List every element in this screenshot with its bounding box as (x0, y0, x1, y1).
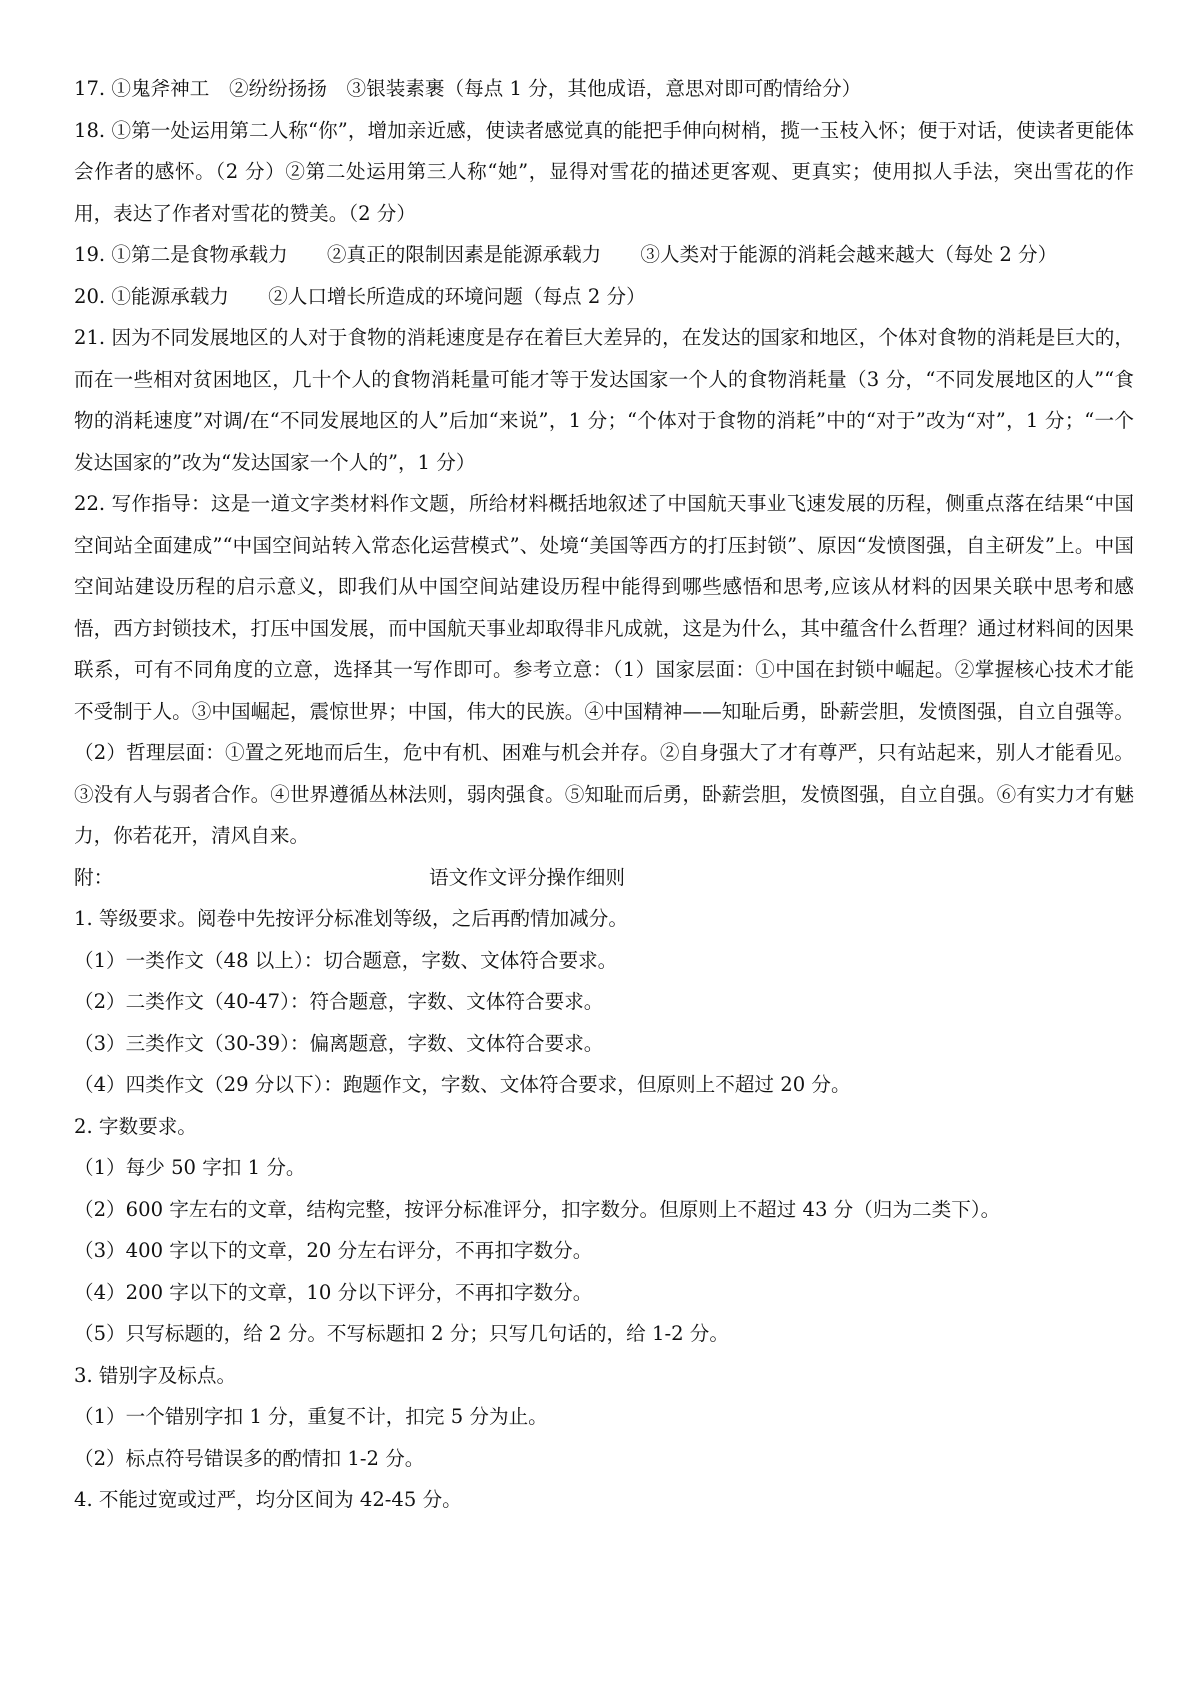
answer-20: 20. ①能源承载力 ②人口增长所造成的环境问题（每点 2 分） (74, 284, 646, 308)
answer-18: 18. ①第一处运用第二人称“你”，增加亲近感，使读者感觉真的能把手伸向树梢，揽一玉枝入怀；便于对话，使读者更能体会作者的感怀。（2 分）②第二处运用第三人称“她”，显得对雪花的描述更客观、更真实；使用拟人手法，突出雪花的作用，表达了作者对雪花的赞美。（2 分） (74, 118, 1134, 225)
appendix-label: 附： (74, 865, 114, 889)
rule-item: （1）每少 50 字扣 1 分。 (74, 1156, 306, 1179)
rule-item: （1）一个错别字扣 1 分，重复不计，扣完 5 分为止。 (74, 1405, 548, 1428)
appendix-heading (74, 857, 1134, 899)
rule-item: （3）三类作文（30-39）：偏离题意，字数、文体符合要求。 (74, 1031, 604, 1055)
answer-19: 19. ①第二是食物承载力 ②真正的限制因素是能源承载力 ③人类对于能源的消耗会越来越大（每处 2 分） (74, 243, 1058, 266)
appendix-title: 语文作文评分操作细则 (429, 865, 625, 889)
answer-22: 22. 写作指导：这是一道文字类材料作文题，所给材料概括地叙述了中国航天事业飞速发展的历程，侧重点落在结果“中国空间站全面建成”“中国空间站转入常态化运营模式”、处境“美国等西方的打压封锁”、原因“发愤图强，自主研发”上。中国空间站建设历程的启示意义，即我们从中国空间站建设历程中能得到哪些感悟和思考,应该从材料的因果关联中思考和感悟，西方封锁技术，打压中国发展，而中国航天事业却取得非凡成就，这是为什么，其中蕴含什么哲理？通过材料间的因果联系，可有不同角度的立意，选择其一写作即可。参考立意：（1）国家层面：①中国在封锁中崛起。②掌握核心技术才能不受制于人。③中国崛起，震惊世界；中国，伟大的民族。④中国精神——知耻后勇，卧薪尝胆，发愤图强，自立自强等。（2）哲理层面：①置之死地而后生，危中有机、困难与机会并存。②自身强大了才有尊严，只有站起来，别人才能看见。③没有人与弱者合作。④世界遵循丛林法则，弱肉强食。⑤知耻而后勇，卧薪尝胆，发愤图强，自立自强。⑥有实力才有魅力，你若花开，清风自来。 (74, 492, 1134, 847)
rule-item: （4）200 字以下的文章，10 分以下评分，不再扣字数分。 (74, 1280, 593, 1304)
answer-sheet (74, 68, 1134, 1521)
rule-item: （2）二类作文（40-47）：符合题意，字数、文体符合要求。 (74, 990, 604, 1013)
rule-item: （5）只写标题的，给 2 分。不写标题扣 2 分；只写几句话的，给 1-2 分。 (74, 1322, 729, 1345)
rule-item: （2）600 字左右的文章，结构完整，按评分标准评分，扣字数分。但原则上不超过 43 分（归为二类下）。 (74, 1197, 1001, 1221)
rule-item: （1）一类作文（48 以上）：切合题意，字数、文体符合要求。 (74, 948, 618, 972)
answer-21: 21. 因为不同发展地区的人对于食物的消耗速度是存在着巨大差异的，在发达的国家和地区，个体对食物的消耗是巨大的，而在一些相对贫困地区，几十个人的食物消耗量可能才等于发达国家一个人的食物消耗量（3 分，“不同发展地区的人”“食物的消耗速度”对调/在“不同发展地区的人”后加“来说”，1 分；“个体对于食物的消耗”中的“对于”改为“对”，1 分；“一个发达国家的”改为“发达国家一个人的”，1 分） (74, 326, 1134, 474)
rule-item: 1. 等级要求。阅卷中先按评分标准划等级，之后再酌情加减分。 (74, 907, 628, 930)
rule-item: （3）400 字以下的文章，20 分左右评分，不再扣字数分。 (74, 1239, 593, 1262)
answer-17: 17. ①鬼斧神工 ②纷纷扬扬 ③银装素裹（每点 1 分，其他成语，意思对即可酌情给分） (74, 77, 862, 100)
rule-item: （4）四类作文（29 分以下）：跑题作文，字数、文体符合要求，但原则上不超过 20 分。 (74, 1073, 851, 1096)
rule-item: 2. 字数要求。 (74, 1114, 197, 1138)
rule-item: 3. 错别字及标点。 (74, 1363, 237, 1387)
rule-item: 4. 不能过宽或过严，均分区间为 42-45 分。 (74, 1488, 462, 1511)
rule-item: （2）标点符号错误多的酌情扣 1-2 分。 (74, 1446, 425, 1470)
